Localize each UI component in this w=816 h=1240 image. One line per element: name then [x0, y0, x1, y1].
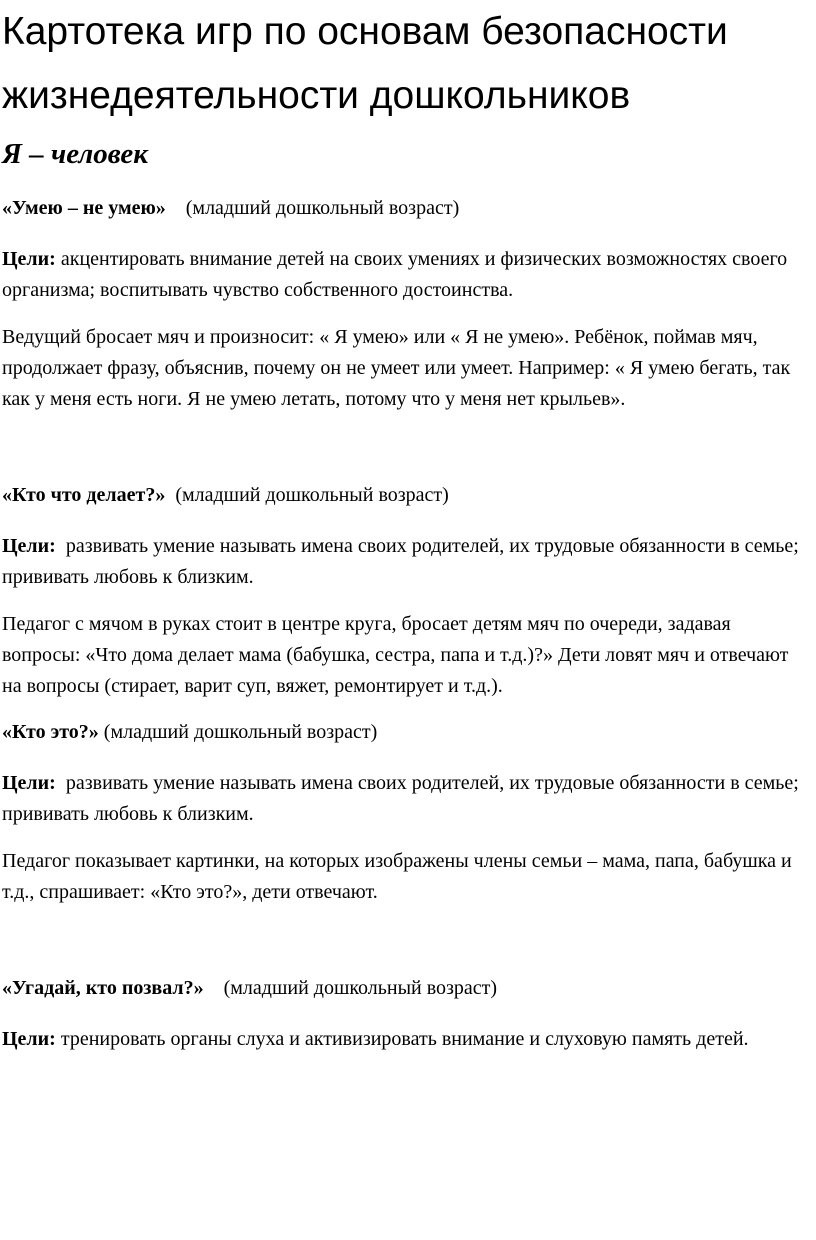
game-umeyu-ne-umeyu [2, 194, 812, 415]
game-description: Ведущий бросает мяч и произносит: « Я умею» или « Я не умею». Ребёнок, поймав мяч, продолжает фразу, объяснив, почему он не умеет или умеет. Например: « Я умею бегать, так как у меня есть ноги. Я не умею летать, потому что у меня нет крыльев». [2, 326, 791, 410]
game-goals [2, 1024, 812, 1055]
game-age: (младший дошкольный возраст) [103, 721, 378, 743]
goals-label: Цели: [2, 248, 56, 270]
goals-label: Цели: [2, 535, 56, 557]
game-description: Педагог показывает картинки, на которых изображены члены семьи – мама, папа, бабушка и т.д., спрашивает: «Кто это?», дети отвечают. [2, 850, 792, 903]
game-age: (младший дошкольный возраст) [223, 977, 498, 999]
goals-label: Цели: [2, 772, 56, 794]
game-name: «Кто это?» [2, 721, 99, 743]
game-goals [2, 531, 812, 593]
game-name: «Умею – не умею» [2, 197, 166, 219]
game-age: (младший дошкольный возраст) [175, 484, 449, 506]
goals-text: тренировать органы слуха и активизировать внимание и слуховую память детей. [60, 1028, 749, 1050]
game-kto-eto [2, 718, 812, 908]
game-kto-chto-delaet [2, 481, 812, 702]
game-heading [2, 481, 812, 509]
document-title: Картотека игр по основам безопасности жизнедеятельности дошкольников [2, 10, 728, 117]
goals-label: Цели: [2, 1028, 56, 1050]
game-heading [2, 974, 812, 1002]
game-ugaday-kto-pozval [2, 974, 812, 1055]
goals-text: акцентировать внимание детей на своих умениях и физических возможностях своего организма; воспитывать чувство собственного достоинства. [2, 248, 788, 301]
goals-text: развивать умение называть имена своих родителей, их трудовые обязанности в семье; прививать любовь к близким. [2, 772, 799, 825]
game-description: Педагог с мячом в руках стоит в центре круга, бросает детям мяч по очереди, задавая вопросы: «Что дома делает мама (бабушка, сестра, папа и т.д.)?» Дети ловят мяч и отвечают на вопросы (стирает, варит суп, вяжет, ремонтирует и т.д.). [2, 613, 789, 697]
game-heading [2, 718, 812, 746]
game-age: (младший дошкольный возраст) [185, 197, 460, 219]
game-name: «Угадай, кто позвал?» [2, 977, 204, 999]
goals-text: развивать умение называть имена своих родителей, их трудовые обязанности в семье; прививать любовь к близким. [2, 535, 799, 588]
game-heading [2, 194, 812, 222]
game-name: «Кто что делает?» [2, 484, 166, 506]
game-goals [2, 244, 812, 306]
game-goals [2, 768, 812, 830]
section-title: Я – человек [2, 138, 148, 170]
